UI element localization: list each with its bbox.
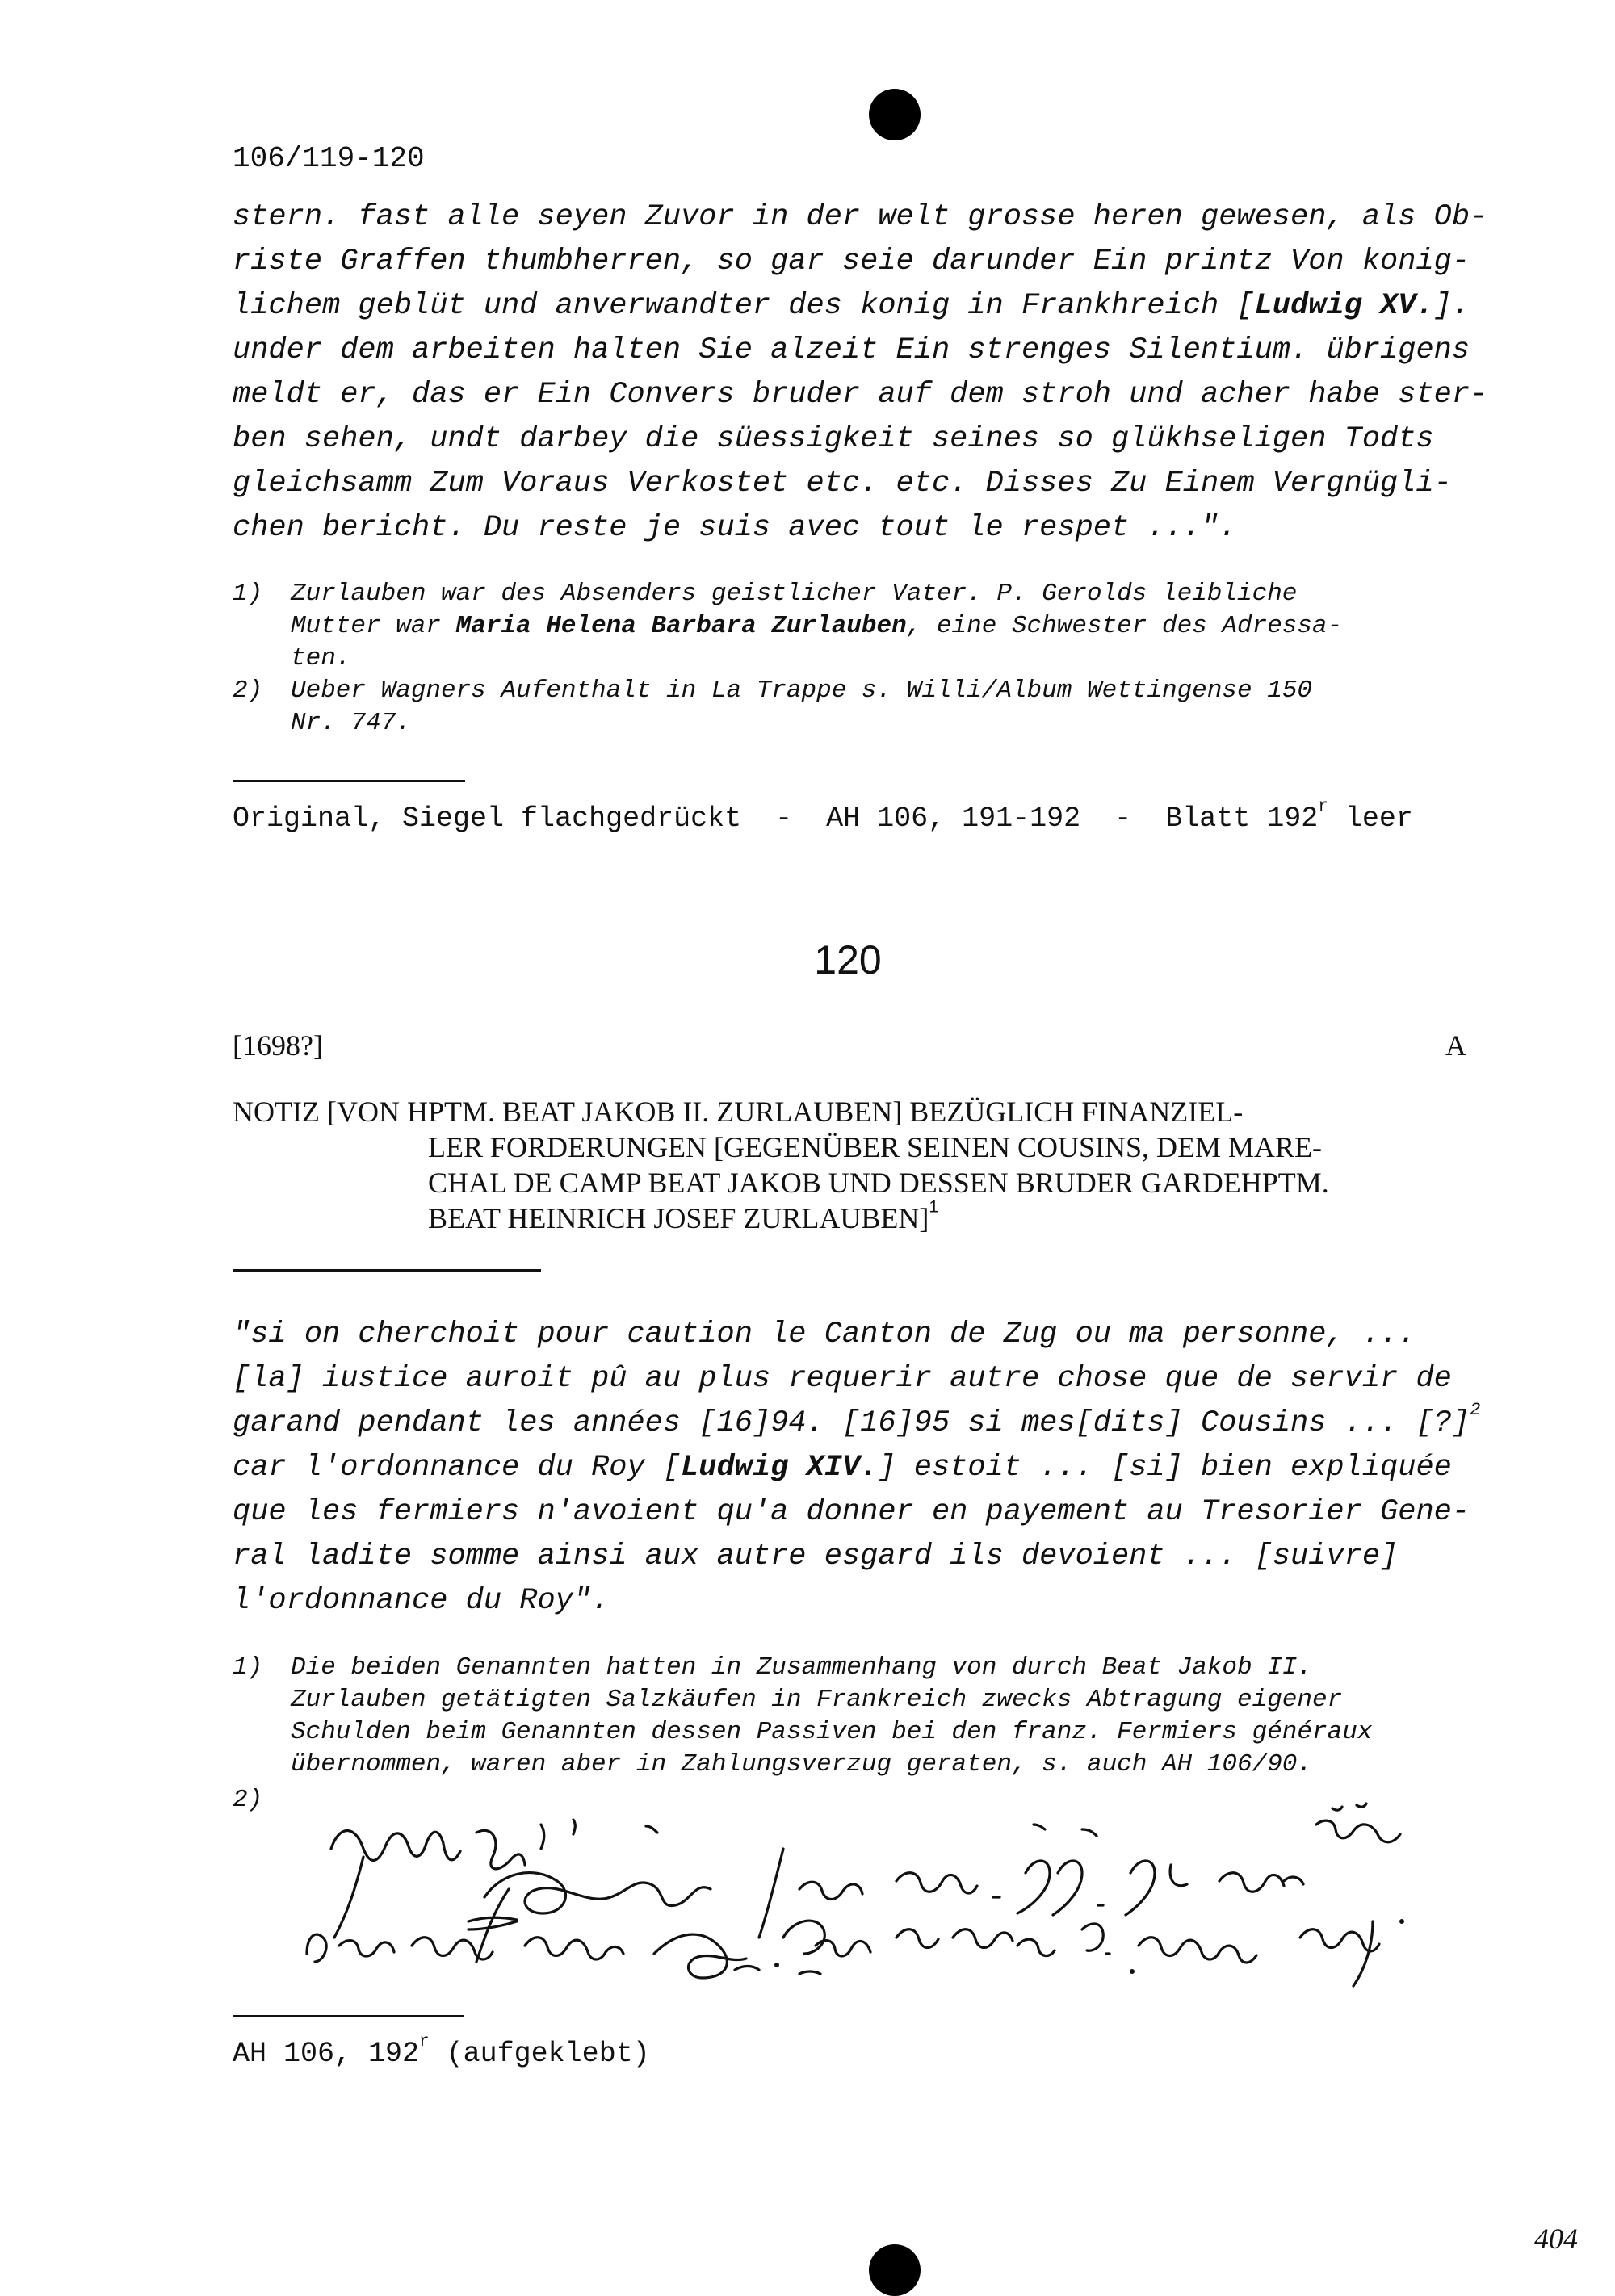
quote-line-3 bbox=[233, 1400, 1481, 1440]
quote-line-4 bbox=[233, 1451, 1452, 1485]
source-line-2 bbox=[233, 2033, 650, 2070]
ludwig-xv-after: ]. bbox=[1433, 289, 1470, 323]
punch-hole-bottom bbox=[869, 2244, 921, 2296]
quote-line-3-text: garand pendant les années [16]94. [16]95 si mes[dits] Cousins ... [?] bbox=[233, 1406, 1470, 1440]
footnote-1-name: Maria Helena Barbara Zurlauben bbox=[455, 612, 907, 640]
body-line-2: riste Graffen thumbherren, so gar seie darunder Ein printz Von konig- bbox=[233, 245, 1470, 279]
body-line-4: under dem arbeiten halten Sie alzeit Ein strenges Silentium. übrigens bbox=[233, 333, 1470, 367]
footnote-b1-line-2: Zurlauben getätigten Salzkäufen in Frankreich zwecks Abtragung eigener bbox=[291, 1686, 1343, 1714]
handwriting-facsimile bbox=[283, 1800, 1478, 1994]
entry-title-line-1: NOTIZ [VON HPTM. BEAT JAKOB II. ZURLAUBEN] BEZÜGLICH FINANZIEL- bbox=[233, 1096, 1244, 1128]
footnote-b1-number: 1) bbox=[233, 1653, 263, 1682]
quote-line-1: "si on cherchoit pour caution le Canton de Zug ou ma personne, ... bbox=[233, 1318, 1416, 1351]
body-line-5: meldt er, das er Ein Convers bruder auf dem stroh und acher habe ster- bbox=[233, 378, 1488, 412]
ludwig-xiv: Ludwig XIV. bbox=[681, 1451, 879, 1485]
footnote-1-line-2 bbox=[291, 612, 1342, 640]
entry-title-line-2: LER FORDERUNGEN [GEGENÜBER SEINEN COUSINS, DEM MARE- bbox=[428, 1131, 1322, 1163]
footnote-b1-line-1: Die beiden Genannten hatten in Zusammenhang von durch Beat Jakob II. bbox=[291, 1653, 1313, 1682]
source-line-2-text: AH 106, 192 bbox=[233, 2038, 420, 2070]
divider-2 bbox=[233, 1269, 541, 1272]
body-line-3 bbox=[233, 289, 1470, 323]
source-line-1-text: Original, Siegel flachgedrückt - AH 106, 191-192 - Blatt 192 bbox=[233, 802, 1319, 835]
entry-number: 120 bbox=[814, 937, 882, 983]
source-line-2-after: (aufgeklebt) bbox=[429, 2038, 650, 2070]
footnote-2-number: 2) bbox=[233, 677, 263, 705]
quote-line-4-text: car l'ordonnance du Roy [ bbox=[233, 1451, 682, 1485]
footnote-2-line-1: Ueber Wagners Aufenthalt in La Trappe s. Willi/Album Wettingense 150 bbox=[291, 677, 1313, 705]
body-line-3-text: lichem geblüt und anverwandter des konig in Frankhreich [ bbox=[233, 289, 1255, 323]
body-line-8: chen bericht. Du reste je suis avec tout le respet ...". bbox=[233, 511, 1237, 545]
quote-sup-2: 2 bbox=[1470, 1400, 1481, 1421]
quote-line-7: l'ordonnance du Roy". bbox=[233, 1584, 610, 1618]
source-line-1 bbox=[233, 798, 1413, 835]
entry-title-line-4-text: BEAT HEINRICH JOSEF ZURLAUBEN] bbox=[428, 1202, 929, 1234]
entry-date: [1698?] bbox=[233, 1029, 323, 1062]
source-line-1-sup: r bbox=[1318, 798, 1328, 817]
source-line-2-sup: r bbox=[419, 2033, 430, 2052]
divider-3 bbox=[233, 2015, 464, 2017]
punch-hole-top bbox=[869, 89, 921, 140]
footnote-2-line-2: Nr. 747. bbox=[291, 709, 411, 737]
entry-letter: A bbox=[1445, 1029, 1466, 1062]
ludwig-xv: Ludwig XV. bbox=[1254, 289, 1434, 323]
footnote-1-line-3: ten. bbox=[291, 644, 351, 672]
quote-line-6: ral ladite somme ainsi aux autre esgard ils devoient ... [suivre] bbox=[233, 1540, 1399, 1573]
footnote-1-line-1: Zurlauben war des Absenders geistlicher Vater. P. Gerolds leibliche bbox=[291, 580, 1298, 608]
body-line-6: ben sehen, undt darbey die süessigkeit seines so glükhseligen Todts bbox=[233, 422, 1434, 456]
divider-1 bbox=[233, 780, 465, 782]
entry-title-sup: 1 bbox=[929, 1196, 939, 1217]
entry-title-line-3: CHAL DE CAMP BEAT JAKOB UND DESSEN BRUDER GARDEHPTM. bbox=[428, 1167, 1329, 1199]
body-line-7: gleichsamm Zum Voraus Verkostet etc. etc. Disses Zu Einem Vergnügli- bbox=[233, 467, 1452, 501]
ludwig-xiv-after: ] estoit ... [si] bien expliquée bbox=[878, 1451, 1452, 1485]
footnote-1-line-2-a: Mutter war bbox=[291, 612, 456, 640]
page-number: 404 bbox=[1534, 2223, 1578, 2255]
entry-title-line-4 bbox=[428, 1196, 939, 1235]
footnote-b1-line-3: Schulden beim Genannten dessen Passiven bei den franz. Fermiers généraux bbox=[291, 1718, 1373, 1746]
footnote-1-line-2-b: , eine Schwester des Adressa- bbox=[906, 612, 1343, 640]
page-reference: 106/119-120 bbox=[233, 142, 425, 175]
footnote-1-number: 1) bbox=[233, 580, 263, 608]
body-line-1: stern. fast alle seyen Zuvor in der welt grosse heren gewesen, als Ob- bbox=[233, 200, 1488, 234]
footnote-b2-number: 2) bbox=[233, 1786, 263, 1814]
quote-line-2: [la] iustice auroit pû au plus requerir autre chose que de servir de bbox=[233, 1362, 1452, 1396]
quote-line-5: que les fermiers n'avoient qu'a donner en payement au Tresorier Gene- bbox=[233, 1495, 1470, 1529]
footnote-b1-line-4: übernommen, waren aber in Zahlungsverzug geraten, s. auch AH 106/90. bbox=[291, 1750, 1313, 1779]
source-line-1-after: leer bbox=[1328, 802, 1413, 835]
